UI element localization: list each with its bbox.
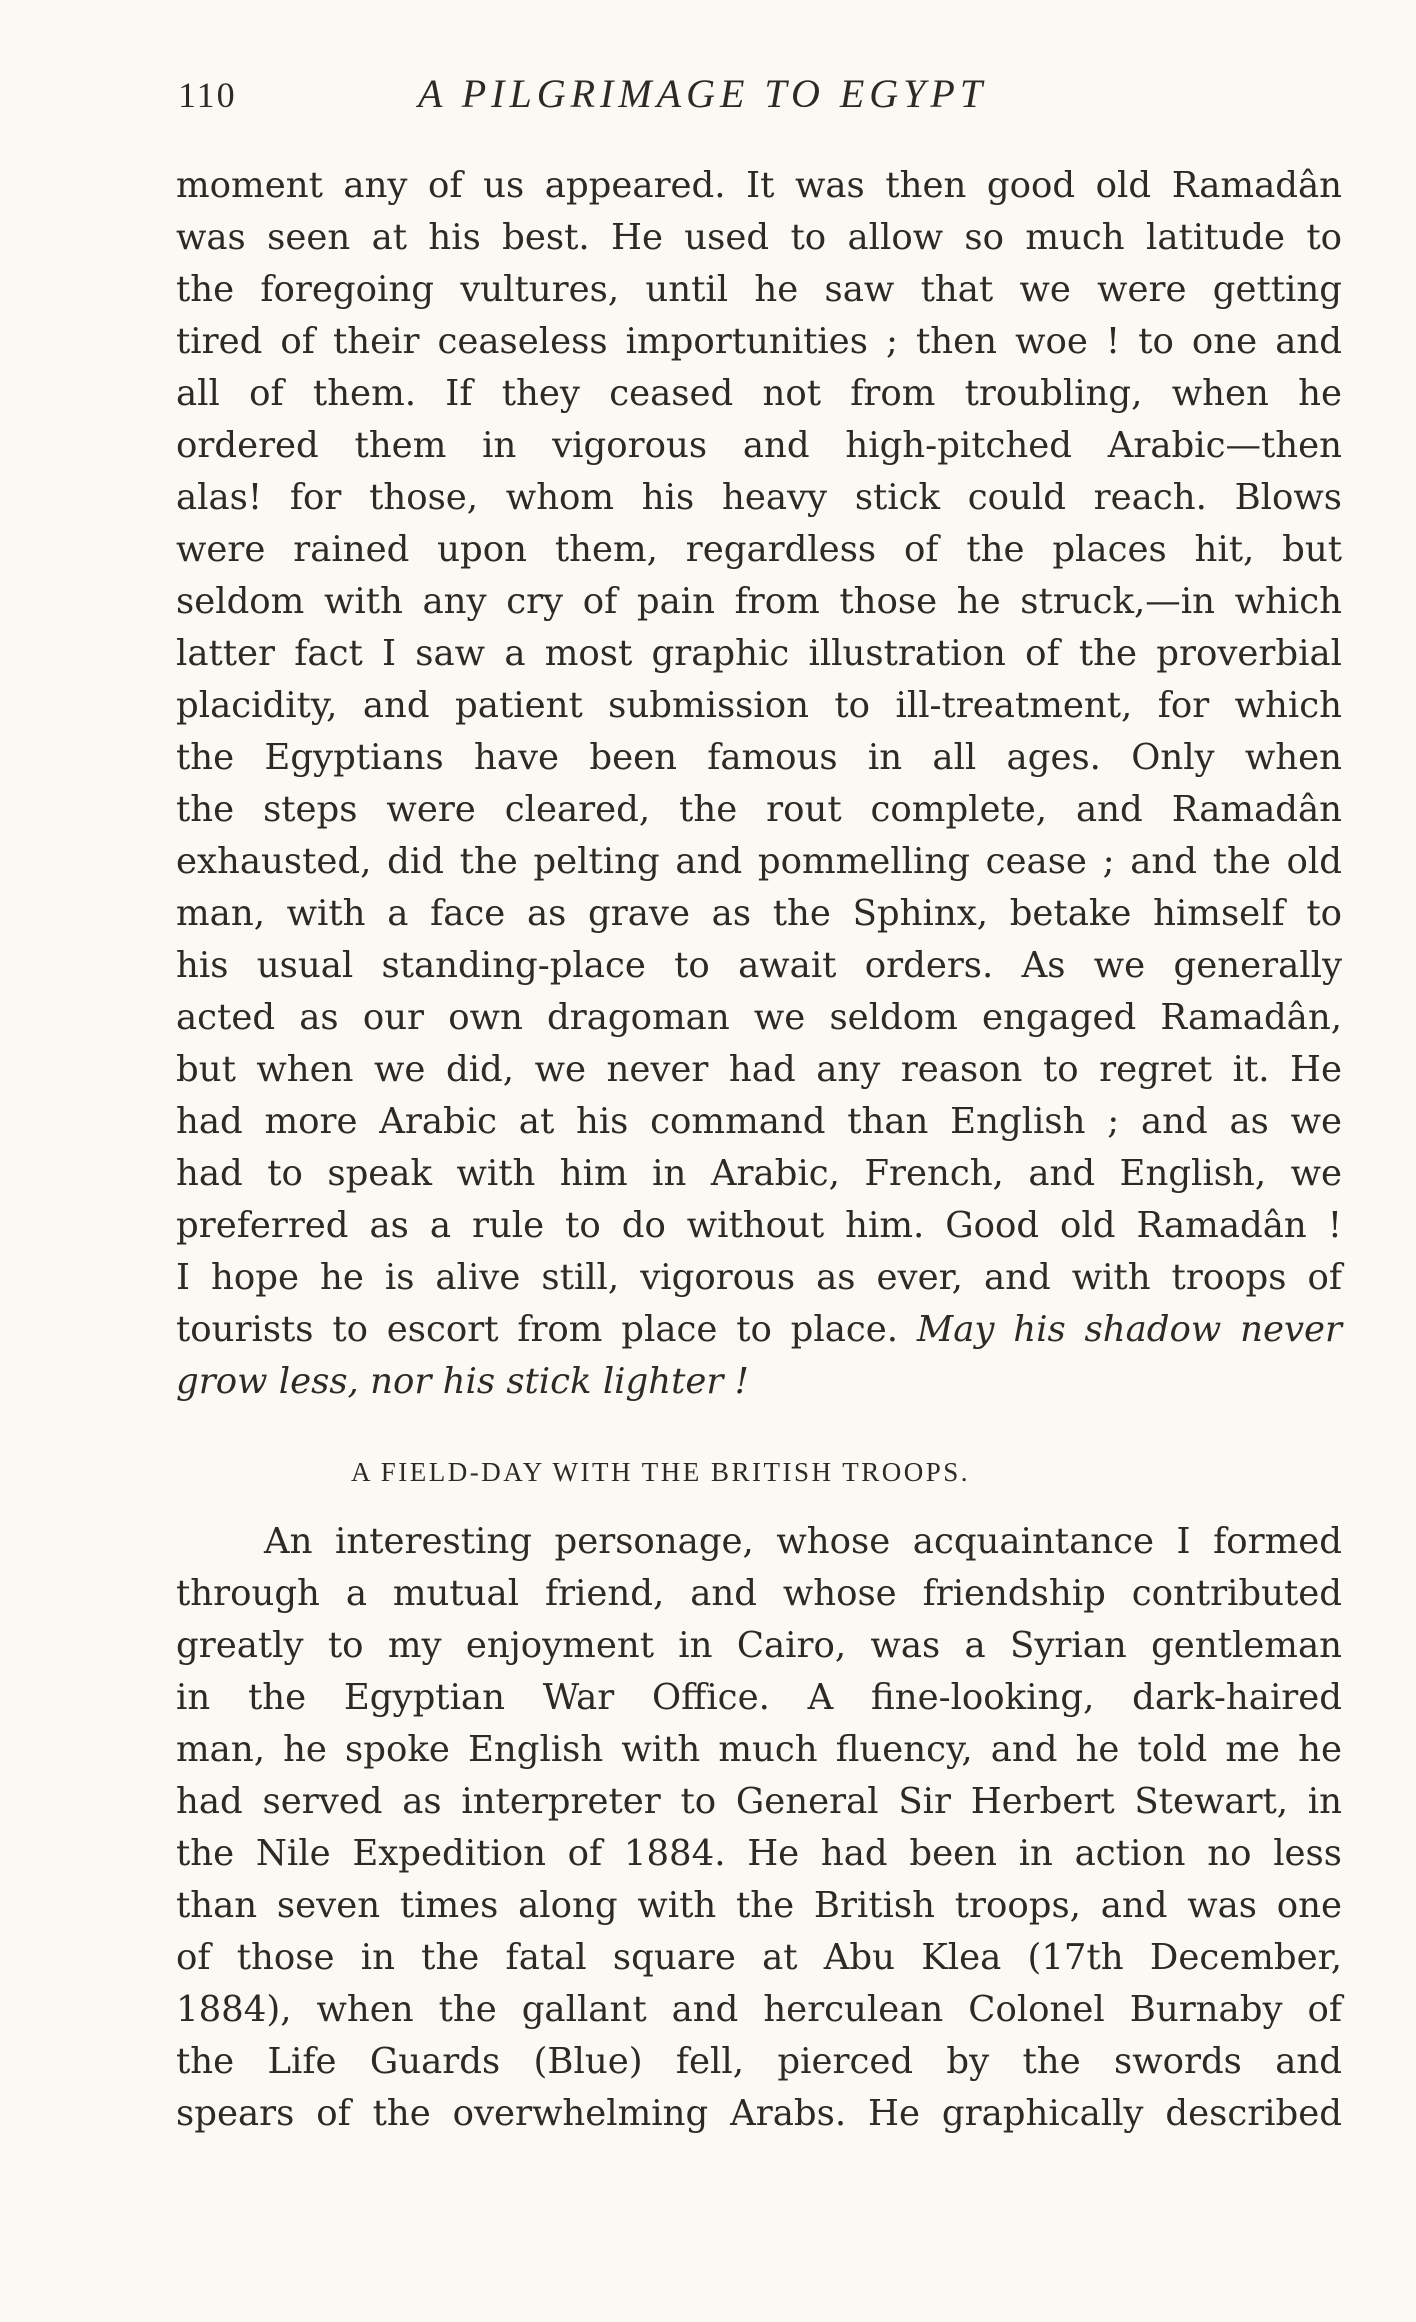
text-line: had served as interpreter to General Sir Herbert Stewart, in [176, 1781, 1342, 1822]
text-line: I hope he is alive still, vigorous as ever, and with troops of [176, 1257, 1342, 1298]
text-line: but when we did, we never had any reason to regret it. He [176, 1049, 1342, 1090]
text-line: than seven times along with the British troops, and was one [176, 1885, 1342, 1926]
text-line: 1884), when the gallant and herculean Colonel Burnaby of [176, 1989, 1342, 2030]
paragraph-2 [176, 1516, 1342, 2140]
text-line: moment any of us appeared. It was then good old Ramadân [176, 165, 1342, 206]
text-line-plain: tourists to escort from place to place. [176, 1309, 899, 1350]
section-heading: A FIELD-DAY WITH THE BRITISH TROOPS. [351, 1457, 971, 1487]
text-line: his usual standing-place to await orders. As we generally [176, 945, 1342, 986]
text-line: the Egyptians have been famous in all ages. Only when [176, 737, 1342, 778]
running-head [178, 70, 1338, 126]
text-line: ordered them in vigorous and high-pitched Arabic—then [176, 425, 1342, 466]
text-line: had more Arabic at his command than English ; and as we [176, 1101, 1342, 1142]
text-line: alas! for those, whom his heavy stick could reach. Blows [176, 477, 1342, 518]
text-line: greatly to my enjoyment in Cairo, was a Syrian gentleman [176, 1625, 1342, 1666]
text-line-mixed [176, 1304, 1342, 1356]
text-line: the foregoing vultures, until he saw that we were getting [176, 269, 1342, 310]
paragraph-1 [176, 160, 1342, 1408]
text-line: through a mutual friend, and whose friendship contributed [176, 1573, 1342, 1614]
running-title: A PILGRIMAGE TO EGYPT [418, 71, 988, 116]
text-line: all of them. If they ceased not from troubling, when he [176, 373, 1342, 414]
text-line: were rained upon them, regardless of the places hit, but [176, 529, 1342, 570]
text-line: latter fact I saw a most graphic illustration of the proverbial [176, 633, 1342, 674]
text-line: preferred as a rule to do without him. Good old Ramadân ! [176, 1205, 1342, 1246]
text-line: spears of the overwhelming Arabs. He graphically described [176, 2093, 1342, 2134]
italic-phrase: grow less, nor his stick lighter ! [176, 1361, 749, 1402]
text-line: of those in the fatal square at Abu Klea (17th December, [176, 1937, 1342, 1978]
text-line: was seen at his best. He used to allow so much latitude to [176, 217, 1342, 258]
text-line-italic [176, 1356, 1342, 1408]
text-line: tired of their ceaseless importunities ; then woe ! to one and [176, 321, 1342, 362]
text-line: man, he spoke English with much fluency, and he told me he [176, 1729, 1342, 1770]
text-line: seldom with any cry of pain from those he struck,—in which [176, 581, 1342, 622]
italic-phrase: May his shadow never [916, 1309, 1342, 1350]
text-line: had to speak with him in Arabic, French, and English, we [176, 1153, 1342, 1194]
text-line: placidity, and patient submission to ill-treatment, for which [176, 685, 1342, 726]
text-line: in the Egyptian War Office. A fine-looking, dark-haired [176, 1677, 1342, 1718]
text-line: the Life Guards (Blue) fell, pierced by the swords and [176, 2041, 1342, 2082]
text-line: acted as our own dragoman we seldom engaged Ramadân, [176, 997, 1342, 1038]
text-line: the steps were cleared, the rout complete, and Ramadân [176, 789, 1342, 830]
text-line: An interesting personage, whose acquaintance I formed [264, 1521, 1342, 1562]
text-line: the Nile Expedition of 1884. He had been in action no less [176, 1833, 1342, 1874]
text-line: man, with a face as grave as the Sphinx, betake himself to [176, 893, 1342, 934]
page-number: 110 [178, 75, 237, 115]
text-line: exhausted, did the pelting and pommelling cease ; and the old [176, 841, 1342, 882]
